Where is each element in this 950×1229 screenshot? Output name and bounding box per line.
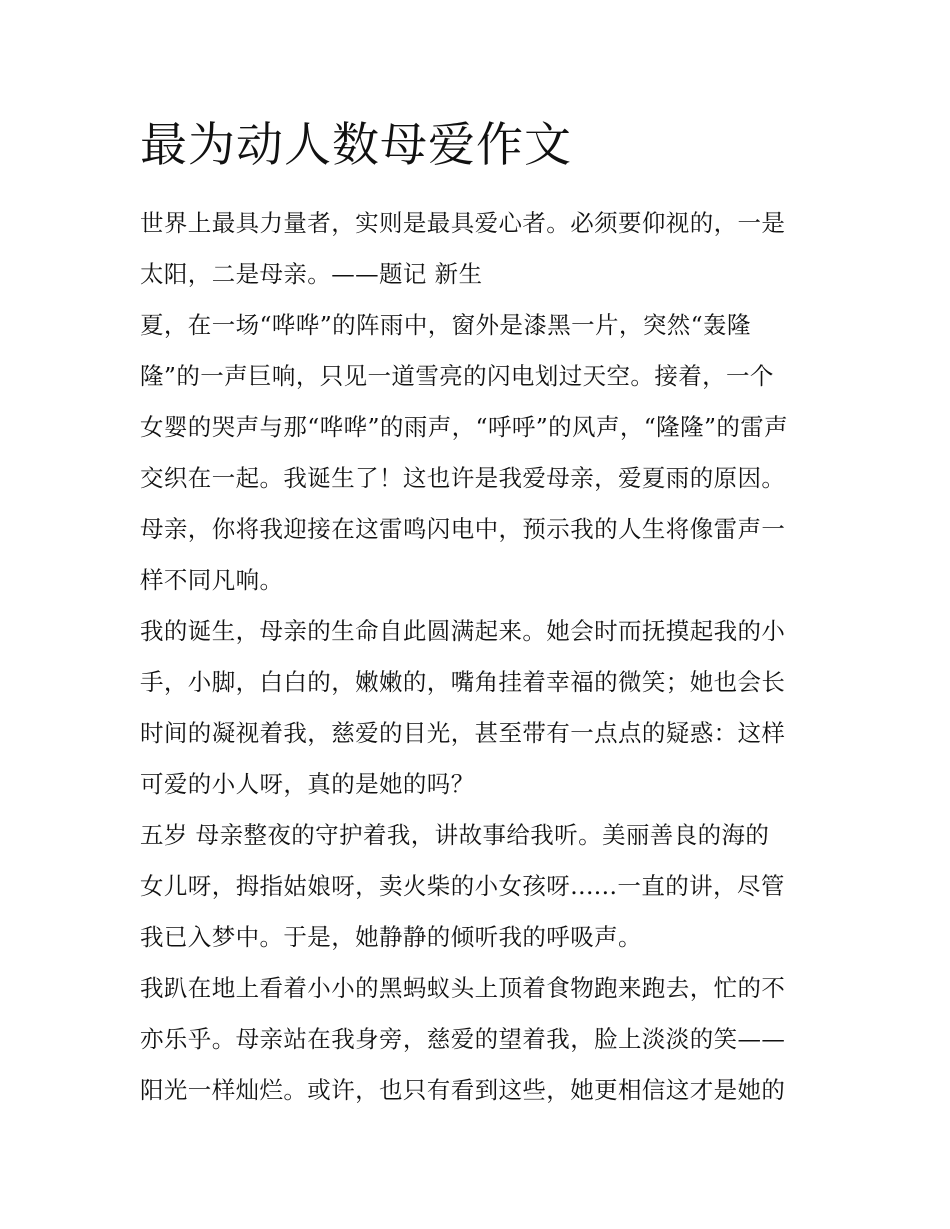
text-line: 隆”的一声巨响，只见一道雪亮的闪电划过天空。接着，一个 bbox=[140, 362, 774, 390]
text-line: 女婴的哭声与那“哗哗”的雨声，“呼呼”的风声，“隆隆”的雷声 bbox=[140, 413, 789, 441]
text-line: 我的诞生，母亲的生命自此圆满起来。她会时而抚摸起我的小 bbox=[140, 617, 786, 645]
page-title: 最为动人数母爱作文 bbox=[140, 118, 572, 173]
text-line: 样不同凡响。 bbox=[140, 566, 284, 594]
text-line: 阳光一样灿烂。或许，也只有看到这些，她更相信这才是她的 bbox=[140, 1076, 786, 1104]
text-line: 亦乐乎。母亲站在我身旁，慈爱的望着我，脸上淡淡的笑—— bbox=[140, 1025, 786, 1053]
text-line: 手，小脚，白白的，嫩嫩的，嘴角挂着幸福的微笑；她也会长 bbox=[140, 668, 786, 696]
text-line: 母亲，你将我迎接在这雷鸣闪电中，预示我的人生将像雷声一 bbox=[140, 515, 786, 543]
text-line: 五岁 母亲整夜的守护着我，讲故事给我听。美丽善良的海的 bbox=[140, 821, 770, 849]
text-line: 世界上最具力量者，实则是最具爱心者。必须要仰视的，一是 bbox=[140, 209, 786, 237]
text-line: 太阳，二是母亲。——题记 新生 bbox=[140, 260, 483, 288]
essay-body bbox=[140, 198, 820, 1116]
text-line: 时间的凝视着我，慈爱的目光，甚至带有一点点的疑惑：这样 bbox=[140, 719, 786, 747]
text-line: 交织在一起。我诞生了！这也许是我爱母亲，爱夏雨的原因。 bbox=[140, 464, 786, 492]
text-line: 我趴在地上看着小小的黑蚂蚁头上顶着食物跑来跑去，忙的不 bbox=[140, 974, 786, 1002]
text-line: 女儿呀，拇指姑娘呀，卖火柴的小女孩呀......一直的讲，尽管 bbox=[140, 872, 785, 900]
text-line: 可爱的小人呀，真的是她的吗？ bbox=[140, 770, 475, 798]
text-line: 我已入梦中。于是，她静静的倾听我的呼吸声。 bbox=[140, 923, 642, 951]
text-line: 夏，在一场“哗哗”的阵雨中，窗外是漆黑一片，突然“轰隆 bbox=[140, 311, 751, 339]
